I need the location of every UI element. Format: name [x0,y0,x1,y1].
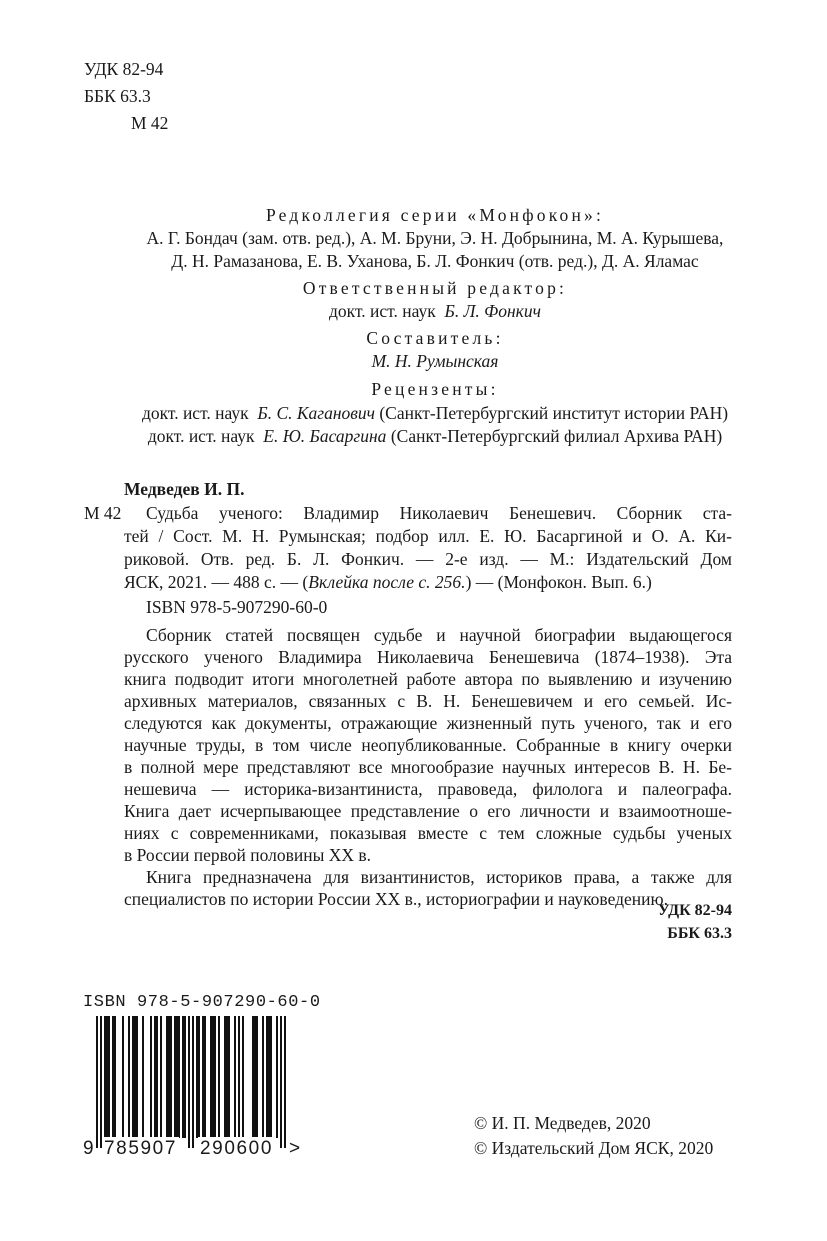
barcode-group-1: 785907 [104,1138,178,1159]
board-line-2: Д. Н. Рамазанова, Е. В. Уханова, Б. Л. Фонкич (отв. ред.), Д. А. Яламас [171,251,699,271]
reviewer-2-name: Е. Ю. Басаргина [263,426,387,446]
author-mark: М 42 [131,113,169,133]
copyright-author: © И. П. Медведев, 2020 [474,1113,651,1133]
barcode-bar [132,1016,138,1138]
bbk-code: ББК 63.3 [84,86,151,106]
barcode-bar [266,1016,272,1138]
udk-code: УДК 82-94 [84,59,164,79]
editor-name: Б. Л. Фонкич [444,301,541,321]
barcode-bar [218,1016,220,1138]
barcode-lead-digit: 9 [83,1138,94,1159]
barcode-bar [262,1016,264,1138]
compiler-name: М. Н. Румынская [371,351,499,371]
annotation-udk: УДК 82-94 [657,902,732,919]
barcode-guard-bar [280,1016,282,1148]
board-line-1: А. Г. Бондач (зам. отв. ред.), А. М. Бруни, Э. Н. Добрынина, М. А. Курышева, [146,228,724,248]
annotation-line: книга подводит итоги многолетней работе автора по выявлению и изучению [124,669,732,689]
barcode-guard-bar [188,1016,190,1148]
barcode-quiet-mark: > [289,1138,301,1159]
barcode-bar [128,1016,130,1138]
barcode-bar [252,1016,258,1138]
annotation-line: русского ученого Владимира Николаевича Бенешевича (1874–1938). Эта [124,647,732,667]
compiler-heading: Составитель: [366,328,504,348]
barcode-bar [234,1016,236,1138]
annotation [124,624,732,910]
editor-line [60,300,810,322]
annotation-line: архивных материалов, связанных с В. Н. Бенешевичем и его семьей. Ис- [124,691,732,711]
barcode-bar [142,1016,144,1138]
barcode-bar [196,1016,200,1138]
bib-line-4-start: ЯСК, 2021. — 488 с. — ( [124,572,309,592]
reviewer-2-org: (Санкт-Петербургский филиал Архива РАН) [390,426,723,446]
barcode-bar [122,1016,124,1138]
annotation-line: научные труды, в том числе неопубликованные. Собранные в книгу очерки [124,735,732,755]
copyright-publisher: © Издательский Дом ЯСК, 2020 [474,1138,714,1158]
annotation-line: следуются как документы, отражающие жизненный путь ученого, так и его [124,713,732,733]
barcode-isbn-text: ISBN 978-5-907290-60-0 [83,993,321,1012]
bib-line-1: Судьба ученого: Владимир Николаевич Бенешевич. Сборник ста- [146,503,732,523]
annotation-line: Книга дает исчерпывающее представление о его личности и взаимоотноше- [124,801,732,821]
barcode-digits [80,1137,310,1163]
barcode-bar [174,1016,180,1138]
barcode-guard-bar [284,1016,286,1148]
reviewer-1-title: докт. ист. наук [141,403,249,423]
barcode-guard-bar [96,1016,98,1148]
annotation-line: Книга предназначена для византинистов, историков права, а также для [146,867,732,887]
bib-author: Медведев И. П. [124,479,245,499]
editor-heading: Ответственный редактор: [302,278,568,298]
reviewers-heading: Рецензенты: [371,379,499,399]
barcode-bar [166,1016,172,1138]
barcode-group-2: 290600 [200,1138,274,1159]
annotation-line: ниях с современниками, показывая вместе с тем сложные судьбы ученых [124,823,732,843]
bib-isbn: ISBN 978-5-907290-60-0 [146,597,328,617]
barcode-bar [202,1016,206,1138]
bib-line-3: риковой. Отв. ред. Б. Л. Фонкич. — 2-е изд. — М.: Издательский Дом [124,549,732,569]
reviewer-line-2 [60,425,810,447]
barcode-bar [182,1016,186,1138]
reviewer-1-name: Б. С. Каганович [257,403,375,423]
bib-mark: М 42 [84,503,122,523]
barcode-bar [276,1016,278,1138]
annotation-line: Сборник статей посвящен судьбе и научной биографии выдающегося [146,625,732,645]
annotation-paragraph-2 [124,866,732,910]
barcode-bar [224,1016,230,1138]
board-heading: Редколлегия серии «Монфокон»: [265,205,605,225]
annotation-line: в полной мере представляют все многообразие научных интересов В. Н. Бе- [124,757,732,777]
annotation-line: нешевича — историка-византиниста, правоведа, филолога и палеографа. [124,779,732,799]
bib-insert-note: Вклейка после с. 256. [308,572,466,592]
barcode-bar [104,1016,110,1138]
reviewer-line-1 [60,402,810,424]
barcode-guard-bar [100,1016,102,1148]
barcode-bar [154,1016,158,1138]
annotation-line: в России первой половины XX в. [124,845,372,865]
barcode-bar [160,1016,162,1138]
editor-title: докт. ист. наук [329,301,436,321]
barcode-bar [150,1016,152,1138]
barcode-guard-bar [192,1016,194,1148]
annotation-paragraph-1 [124,624,732,866]
barcode-bar [210,1016,216,1138]
barcode-bar [242,1016,244,1138]
bib-line-4-end: ) — (Монфокон. Вып. 6.) [465,572,652,592]
annotation-bbk: ББК 63.3 [667,925,732,942]
reviewer-2-title: докт. ист. наук [147,426,255,446]
bib-line-2: тей / Сост. М. Н. Румынская; подбор илл. Е. Ю. Басаргиной и О. А. Ки- [124,526,732,546]
barcode-bar [112,1016,116,1138]
barcode-bar [238,1016,240,1138]
annotation-line: специалистов по истории России XX в., историографии и науковедению. [124,889,668,909]
bib-line-4 [124,571,732,593]
reviewer-1-org: (Санкт-Петербургский институт истории РАН) [379,403,729,423]
